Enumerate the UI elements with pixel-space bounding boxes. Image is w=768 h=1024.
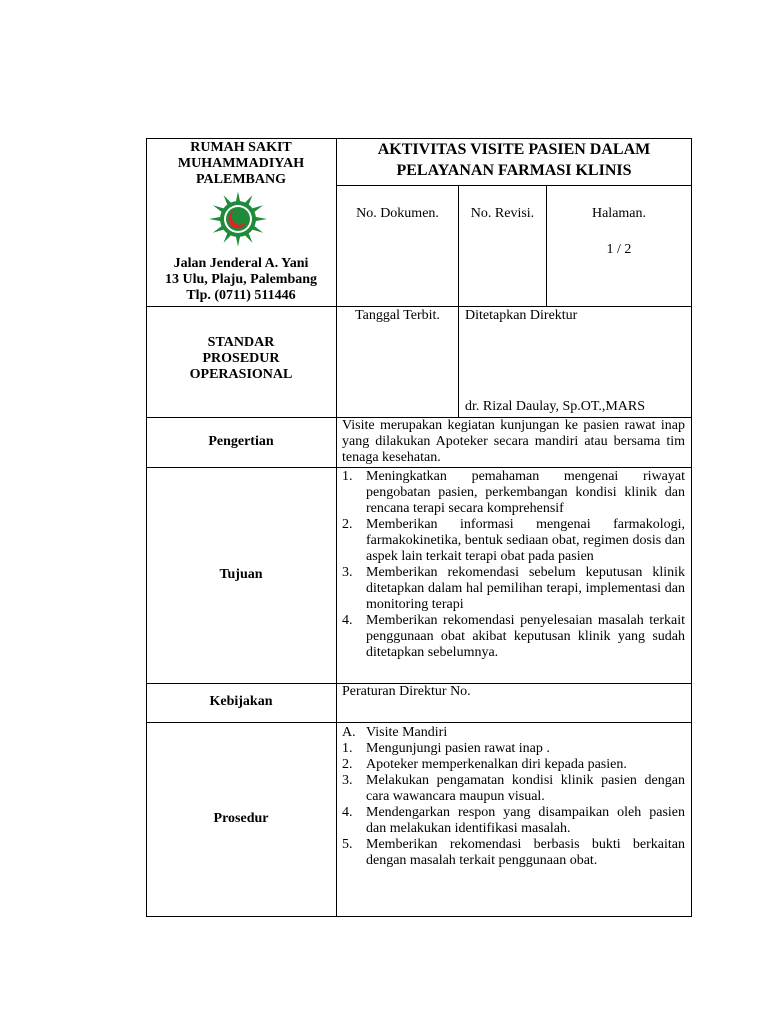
hospital-address: Jalan Jenderal A. Yani 13 Ulu, Plaju, Palembang Tlp. (0711) 511446 (164, 256, 318, 303)
table-border (146, 916, 692, 917)
logo-ray (209, 217, 221, 221)
tujuan-label: Tujuan (219, 567, 263, 582)
director-name: dr. Rizal Daulay, Sp.OT.,MARS (465, 399, 646, 414)
table-border (691, 138, 692, 917)
list-item: 2. Memberikan informasi mengenai farmakologi, farmakokinetika, bentuk sediaan obat, regimen dosis dan aspek lain terkait terapi obat pada pasien (342, 517, 685, 564)
row-divider (146, 722, 692, 723)
logo-ray (236, 236, 240, 247)
list-item: 3. Melakukan pengamatan kondisi klinik pasien dengan cara wawancara maupun visual. (342, 773, 685, 804)
list-item: A. Visite Mandiri (342, 725, 448, 740)
halaman-value: 1 / 2 (606, 242, 632, 257)
kebijakan-label: Kebijakan (209, 694, 273, 709)
row-divider (336, 185, 692, 186)
list-item: 4. Memberikan rekomendasi penyelesaian masalah terkait penggunaan obat akibat keputusan klinik yang sudah ditetapkan sebelumnya. (342, 613, 685, 660)
sop-document (146, 138, 692, 917)
list-item: 3. Memberikan rekomendasi sebelum keputusan klinik ditetapkan dalam hal pemilihan terapi, implementasi dan monitoring terapi (342, 565, 685, 612)
document-title: AKTIVITAS VISITE PASIEN DALAM PELAYANAN FARMASI KLINIS (377, 141, 651, 179)
no-revisi-label: No. Revisi. (470, 206, 535, 221)
kebijakan-text: Peraturan Direktur No. (342, 684, 471, 699)
list-item: 1. Meningkatkan pemahaman mengenai riwayat pengobatan pasien, perkembangan kondisi klinik dan rencana terapi secara komprehensif (342, 469, 685, 516)
list-item: 4. Mendengarkan respon yang disampaikan oleh pasien dan melakukan identifikasi masalah. (342, 805, 685, 836)
halaman-label: Halaman. (591, 206, 647, 221)
row-divider (146, 467, 692, 468)
pengertian-text: Visite merupakan kegiatan kunjungan ke pasien rawat inap yang dilakukan Apoteker secara mandiri atau bersama tim tenaga kesehatan. (342, 418, 685, 465)
logo-ray (236, 191, 240, 202)
sop-label: STANDAR PROSEDUR OPERASIONAL (189, 335, 293, 382)
hospital-name: RUMAH SAKIT MUHAMMADIYAH PALEMBANG (177, 140, 305, 187)
muhammadiyah-logo-icon (204, 189, 272, 249)
prosedur-list (342, 725, 685, 869)
tujuan-list (342, 469, 685, 661)
row-divider (146, 306, 692, 307)
list-item: 1. Mengunjungi pasien rawat inap . (342, 741, 550, 756)
no-dokumen-label: No. Dokumen. (356, 206, 439, 221)
ditetapkan-label: Ditetapkan Direktur (465, 308, 578, 323)
column-divider (336, 138, 337, 917)
tanggal-terbit-label: Tanggal Terbit. (355, 308, 440, 323)
logo-ray (255, 217, 267, 221)
table-border (146, 138, 147, 917)
list-item: 2. Apoteker memperkenalkan diri kepada pasien. (342, 757, 627, 772)
prosedur-label: Prosedur (213, 811, 269, 826)
pengertian-label: Pengertian (208, 434, 274, 449)
list-item: 5. Memberikan rekomendasi berbasis bukti berkaitan dengan masalah terkait penggunaan obat. (342, 837, 685, 868)
